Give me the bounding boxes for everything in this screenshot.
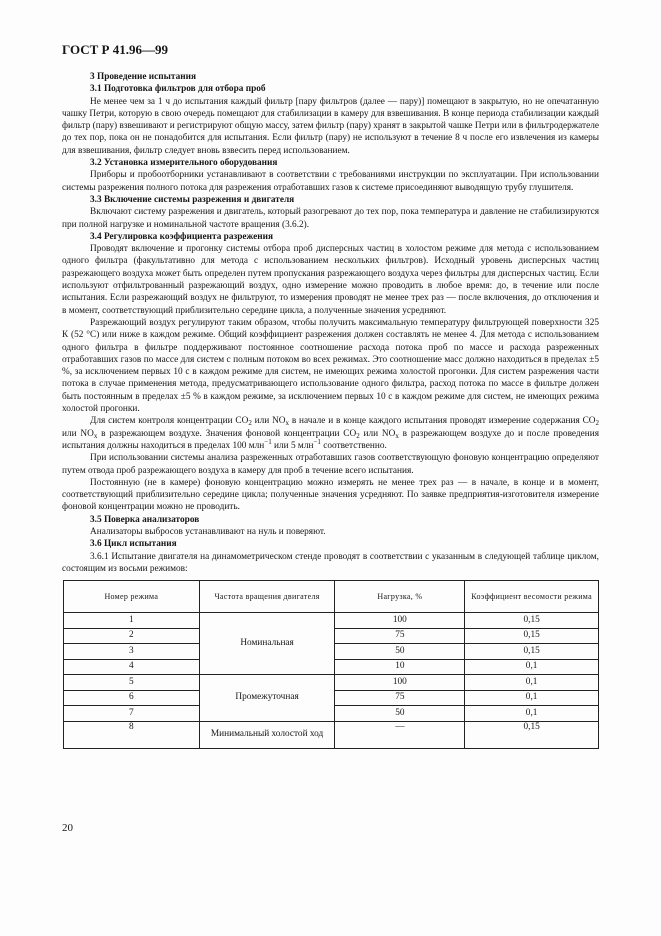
superscript: −1 — [313, 437, 321, 446]
subsection-3-4-heading: 3.4 Регулировка коэффициента разрежения — [90, 231, 274, 242]
mode-cell: 3 — [64, 644, 200, 660]
weight-cell: 0,1 — [465, 675, 599, 691]
load-cell: 50 — [335, 644, 465, 660]
text-run: в разрежающем воздухе. Значения фоновой концентрации CO — [97, 428, 357, 439]
column-header-weighting-factor: Коэффициент весомости режима — [465, 581, 599, 613]
superscript: −1 — [264, 437, 272, 446]
subsection-3-5-text: Анализаторы выбросов устанавливают на нуль и поверяют. — [90, 526, 326, 537]
subsection-3-4-paragraph-3 — [62, 415, 599, 452]
mode-cell: 4 — [64, 659, 200, 675]
text-run: или 5 млн — [271, 440, 314, 451]
subsection-3-2-heading: 3.2 Установка измерительного оборудования — [90, 158, 278, 169]
column-header-load: Нагрузка, % — [335, 581, 465, 613]
text-run: или NO — [62, 428, 94, 439]
text-run: или NO — [359, 428, 396, 439]
subsection-3-2-text: Приборы и пробоотборники устанавливают в соответствии с требованиями инструкции по эксплуатации. При использовании системы разрежения полного потока для разрежения отработавших газов к системе присоединяют выводящую трубу глушителя. — [62, 170, 599, 193]
subscript: x — [93, 431, 98, 440]
column-header-engine-speed: Частота вращения двигателя — [199, 581, 335, 613]
subsection-3-3-heading: 3.3 Включение системы разрежения и двигателя — [90, 194, 295, 205]
text-run: соответственно. — [320, 440, 387, 451]
text-run: или NO — [251, 416, 286, 427]
subsection-3-5-heading: 3.5 Поверка анализаторов — [90, 514, 200, 525]
text-run: Для систем контроля концентрации CO — [90, 416, 249, 427]
test-cycle-table — [63, 580, 599, 749]
mode-cell: 5 — [64, 675, 200, 691]
document-body — [62, 71, 599, 749]
speed-cell-rated: Номинальная — [199, 613, 335, 675]
subscript: x — [395, 431, 399, 440]
text-run: в начале и в конце каждого испытания проводят измерение содержания CO — [289, 416, 596, 427]
weight-cell: 0,15 — [465, 613, 599, 629]
page-number: 20 — [62, 822, 73, 834]
mode-cell: 7 — [64, 706, 200, 722]
table-row — [64, 675, 599, 691]
weight-cell: 0,1 — [465, 706, 599, 722]
subsection-3-1-heading: 3.1 Подготовка фильтров для отбора проб — [90, 84, 266, 95]
table-row — [64, 721, 599, 748]
load-cell: 75 — [335, 628, 465, 644]
mode-cell: 2 — [64, 628, 200, 644]
subscript: 2 — [248, 419, 252, 428]
column-header-mode-number: Номер режима — [64, 581, 200, 613]
weight-cell: 0,15 — [465, 721, 599, 748]
subsection-3-4-paragraph-4: При использовании системы анализа разреженных отработавших газов соответствующую фоновую концентрацию определяют путем отвода проб разрежающего воздуха в камеру для проб в течение всего испытания. — [62, 453, 599, 476]
subsection-3-1-text: Не менее чем за 1 ч до испытания каждый фильтр [пару фильтров (далее — пару)] помещают в закрытую, но не опечатанную чашку Петри, которую в свою очередь помещают для стабилизации в камеру для взвешивания. В конце периода стабилизации каждый фильтр (пару) взвешивают и регистрируют общую массу, затем фильтр (пару) хранят в закрытой чашке Петри или в фильтродержателе до тех пор, пока он не понадобится для испытания. Если фильтр (пару) не используют в течение 8 ч после его извлечения из камеры для взвешивания, фильтр следует вновь взвесить перед использованием. — [62, 96, 599, 156]
weight-cell: 0,1 — [465, 690, 599, 706]
load-cell: 10 — [335, 659, 465, 675]
table-header-row — [64, 581, 599, 613]
mode-cell: 8 — [64, 721, 200, 748]
mode-cell: 1 — [64, 613, 200, 629]
weight-cell: 0,15 — [465, 628, 599, 644]
subsection-3-4-paragraph-1: Проводят включение и прогонку системы отбора проб дисперсных частиц в холостом режиме для метода с использованием одного фильтра (факультативно для метода с использованием нескольких фильтров). Исходный уровень дисперсных частиц разрежающего воздуха может быть определен путем пропускания разрежающего воздуха через фильтры для дисперсных частиц. Если используют отфильтрованный разрежающий воздух, одно измерение можно проводить в любое время: до, в течение или после испытания. Если разрежающий воздух не фильтруют, то измерения проводят не менее трех раз — после включения, до отключения и в момент, соответствующий приблизительно середине цикла, а полученные значения усредняют. — [62, 244, 599, 316]
load-cell: 100 — [335, 675, 465, 691]
section-heading: 3 Проведение испытания — [90, 72, 196, 82]
load-cell: 50 — [335, 706, 465, 722]
subsection-3-4-paragraph-2: Разрежающий воздух регулируют таким образом, чтобы получить максимальную температуру фильтрующей поверхности 325 К (52 °С) или ниже в каждом режиме. Общий коэффициент разрежения должен составлять не менее 4. Для метода с использованием одного фильтра в фильтре поддерживают постоянное соотношение расхода потока проб по массе и расхода разреженных отработавших газов по массе для систем с полным потоком во всех режимах. Это соотношение масс должно находиться в пределах ±5 %, за исключением первых 10 с в каждом режиме для систем, не имеющих режима холостой прогонки. Для систем разрежения части потока в случае применения метода, предусматривающего использование одного фильтра, расход потока по массе в фильтре должен быть постоянным в пределах ±5 % в каждом режиме, за исключением первых 10 с в каждом режиме для систем, не имеющих режима холостой прогонки. — [62, 317, 599, 415]
document-code: ГОСТ Р 41.96—99 — [62, 42, 168, 57]
subscript: 2 — [595, 419, 599, 428]
subsection-3-6-heading: 3.6 Цикл испытания — [90, 539, 177, 550]
load-cell: — — [335, 721, 465, 748]
subscript: x — [285, 419, 289, 428]
text-run: в разрежающем воздухе до и после проведения испытания должны находиться в пределах 100 млн — [62, 428, 600, 451]
subsection-3-4-paragraph-5: Постоянную (не в камере) фоновую концентрацию можно измерять не менее трех раз — в начале, в конце и в момент, соответствующий приблизительно середине цикла; полученные значения усредняют. По заявке предприятия-изготовителя измерение фоновой концентрации можно не проводить. — [62, 477, 599, 513]
speed-cell-idle: Минимальный холостой ход — [199, 721, 335, 748]
subsection-3-6-text: 3.6.1 Испытание двигателя на динамометрическом стенде проводят в соответствии с указанным в следующей таблице циклом, состоящим из восьми режимов: — [62, 551, 599, 574]
speed-cell-intermediate: Промежуточная — [199, 675, 335, 722]
load-cell: 100 — [335, 613, 465, 629]
table-row — [64, 613, 599, 629]
subsection-3-3-text: Включают систему разрежения и двигатель, который разогревают до тех пор, пока температура и давление не стабилизируются при полной нагрузке и номинальной частоте вращения (3.6.2). — [62, 207, 599, 230]
load-cell: 75 — [335, 690, 465, 706]
weight-cell: 0,15 — [465, 644, 599, 660]
subscript: 2 — [356, 431, 360, 440]
weight-cell: 0,1 — [465, 659, 599, 675]
mode-cell: 6 — [64, 690, 200, 706]
